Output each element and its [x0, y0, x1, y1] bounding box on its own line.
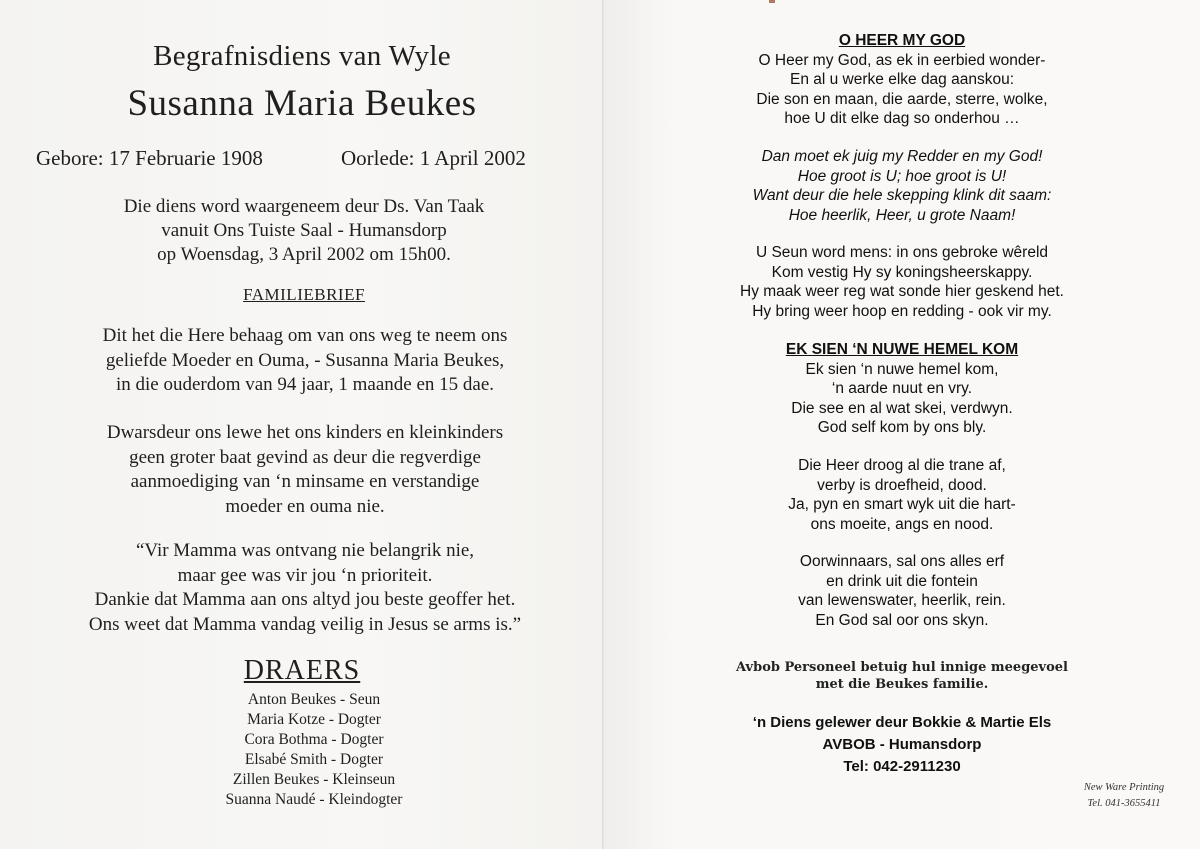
death-date: Oorlede: 1 April 2002	[341, 146, 526, 170]
paper-mark	[769, 0, 775, 3]
condolence-line: met die Beukes familie.	[815, 677, 989, 692]
printer-name: New Ware Printing	[1083, 782, 1165, 793]
bearer-item: Anton Beukes - Seun	[247, 691, 381, 708]
hymn-2-verse-2	[604, 456, 1200, 534]
bearer-item: Maria Kotze - Dogter	[247, 711, 381, 728]
quote-line: “Vir Mamma was ontvang nie belangrik nie,	[135, 540, 475, 561]
printer-credit	[1064, 780, 1184, 812]
hymn-line: En God sal oor ons skyn.	[815, 611, 989, 629]
service-line: op Woensdag, 3 April 2002 om 15h00.	[157, 244, 451, 265]
quote-line: maar gee was vir jou ‘n prioriteit.	[177, 564, 433, 586]
condolence-note	[604, 659, 1200, 693]
bearers-list	[0, 690, 628, 810]
provider-line: ‘n Diens gelewer deur Bokkie & Martie Els	[752, 714, 1052, 731]
hymn-line: van lewenswater, heerlik, rein.	[798, 592, 1006, 609]
bearers-title: DRAERS	[243, 655, 361, 686]
hymn-line: Ek sien ‘n nuwe hemel kom,	[805, 360, 999, 378]
hymn-line: ons moeite, angs en nood.	[810, 515, 994, 533]
condolence-line: Avbob Personeel betuig hul innige meegevoel	[736, 660, 1068, 675]
hymn-line: Hy maak weer reg wat sonde hier geskend het.	[740, 283, 1064, 300]
page-heading: Begrafnisdiens van Wyle	[153, 40, 451, 72]
printer-phone: Tel. 041-3655411	[1087, 798, 1161, 809]
birth-date: Gebore: 17 Februarie 1908	[36, 146, 263, 170]
hymn-line: Oorwinnaars, sal ons alles erf	[799, 553, 1005, 570]
hymn-line: Hoe groot is U; hoe groot is U!	[797, 167, 1007, 185]
service-line: Die diens word waargeneem deur Ds. Van Taak	[123, 196, 485, 217]
hymn-line: ‘n aarde nuut en vry.	[831, 380, 973, 397]
hymn-line: Kom vestig Hy sy koningsheerskappy.	[771, 263, 1033, 281]
provider-phone: Tel: 042-2911230	[843, 758, 961, 775]
service-line: vanuit Ons Tuiste Saal - Humansdorp	[161, 220, 447, 241]
hymn-2-title: EK SIEN ‘N NUWE HEMEL KOM	[785, 341, 1019, 358]
hymn-line: En al u werke elke dag aanskou:	[789, 71, 1015, 88]
quote-line: Ons weet dat Mamma vandag veilig in Jesus se arms is.”	[88, 613, 522, 635]
hymn-line: Die son en maan, die aarde, sterre, wolke,	[756, 90, 1048, 108]
hymn-2-verse-3	[604, 552, 1200, 630]
quote-line: Dankie dat Mamma aan ons altyd jou beste geoffer het.	[94, 589, 516, 610]
text-line: Dwarsdeur ons lewe het ons kinders en kleinkinders	[106, 422, 504, 443]
text-line: moeder en ouma nie.	[225, 495, 385, 517]
hymn-line: Ja, pyn en smart wyk uit die hart-	[788, 496, 1016, 513]
service-info	[0, 195, 608, 267]
hymn-line: God self kom by ons bly.	[817, 419, 987, 436]
hymn-line: U Seun word mens: in ons gebroke wêreld	[755, 244, 1049, 261]
right-page	[604, 0, 1200, 849]
hymn-line: en drink uit die fontein	[826, 572, 978, 590]
text-line: Dit het die Here behaag om van ons weg te neem ons	[102, 325, 508, 346]
text-line: aanmoediging van ‘n minsame en verstandige	[130, 471, 480, 492]
bearer-item: Elsabé Smith - Dogter	[244, 751, 384, 768]
hymn-line: Die Heer droog al die trane af,	[798, 457, 1006, 474]
hymn-line: Hoe heerlik, Heer, u grote Naam!	[788, 206, 1016, 224]
hymn-2-verse-1	[604, 340, 1200, 438]
hymn-line: Dan moet ek juig my Redder en my God!	[761, 148, 1043, 165]
provider-line: AVBOB - Humansdorp	[822, 736, 982, 753]
hymn-line: Die see en al wat skei, verdwyn.	[791, 399, 1013, 417]
text-line: geen groter baat gevind as deur die regverdige	[129, 446, 481, 468]
hymn-line: verby is droefheid, dood.	[817, 476, 987, 494]
family-quote	[0, 539, 610, 637]
deceased-name: Susanna Maria Beukes	[127, 83, 477, 124]
bearer-item: Suanna Naudé - Kleindogter	[225, 791, 403, 808]
family-letter-paragraph-1	[0, 324, 610, 398]
family-letter-heading: FAMILIEBRIEF	[243, 285, 365, 304]
text-line: geliefde Moeder en Ouma, - Susanna Maria Beukes,	[105, 349, 505, 371]
bearer-item: Cora Bothma - Dogter	[244, 731, 384, 748]
hymn-line: Hy bring weer hoop en redding - ook vir my.	[752, 302, 1052, 320]
hymn-1-chorus	[604, 147, 1200, 225]
text-line: in die ouderdom van 94 jaar, 1 maande en 15 dae.	[115, 374, 495, 395]
hymn-line: O Heer my God, as ek in eerbied wonder-	[758, 51, 1046, 69]
bearer-item: Zillen Beukes - Kleinseun	[232, 771, 396, 788]
hymn-line: hoe U dit elke dag so onderhou …	[784, 110, 1020, 127]
hymn-1-title: O HEER MY GOD	[838, 32, 966, 49]
hymn-1-verse-2	[604, 243, 1200, 321]
hymn-1-verse-1	[604, 31, 1200, 129]
funeral-service-provider	[604, 712, 1200, 778]
hymn-line: Want deur die hele skepping klink dit saam:	[752, 187, 1052, 204]
family-letter-paragraph-2	[0, 421, 610, 519]
